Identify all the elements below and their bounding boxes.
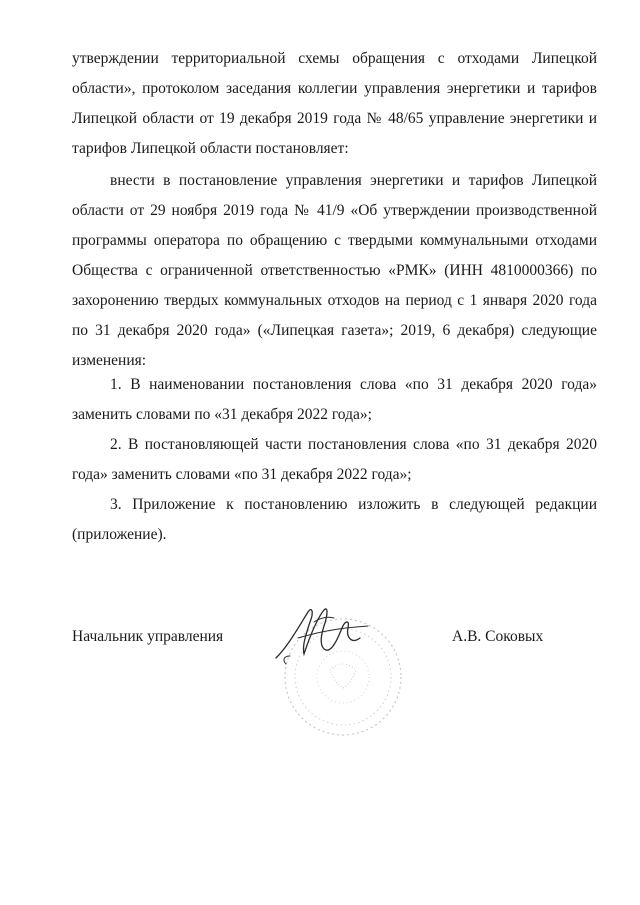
signature-block — [72, 622, 572, 652]
signatory-name: А.В. Соковых — [452, 628, 544, 645]
signatory-title: Начальник управления — [72, 628, 224, 645]
changes-list — [72, 370, 597, 550]
decree-text: внести в постановление управления энергетики и тарифов Липецкой области от 29 ноября 2019 года № 41/9 «Об утверждении производственной программы оператора по обращению с твердыми коммунальными отходами Общества с ограниченной ответственностью «РМК» (ИНН 4810000366) по захоронению твердых коммунальных отходов на период с 1 января 2020 года по 31 декабря 2020 года» («Липецкая газета»; 2019, 6 декабря) следующие изменения: — [72, 172, 597, 369]
list-item: 3. Приложение к постановлению изложить в следующей редакции (приложение). — [72, 496, 597, 543]
intro-text: утверждении территориальной схемы обращения с отходами Липецкой области», протоколом заседания коллегии управления энергетики и тарифов Липецкой области от 19 декабря 2019 года № 48/65 управление энергетики и тарифов Липецкой области постановляет: — [72, 50, 597, 157]
decree-paragraph — [72, 166, 597, 376]
list-item: 1. В наименовании постановления слова «по 31 декабря 2020 года» заменить словами по «31 декабря 2022 года»; — [72, 376, 597, 423]
intro-paragraph — [72, 44, 597, 164]
list-item: 2. В постановляющей части постановления слова «по 31 декабря 2020 года» заменить словами «по 31 декабря 2022 года»; — [72, 436, 597, 483]
